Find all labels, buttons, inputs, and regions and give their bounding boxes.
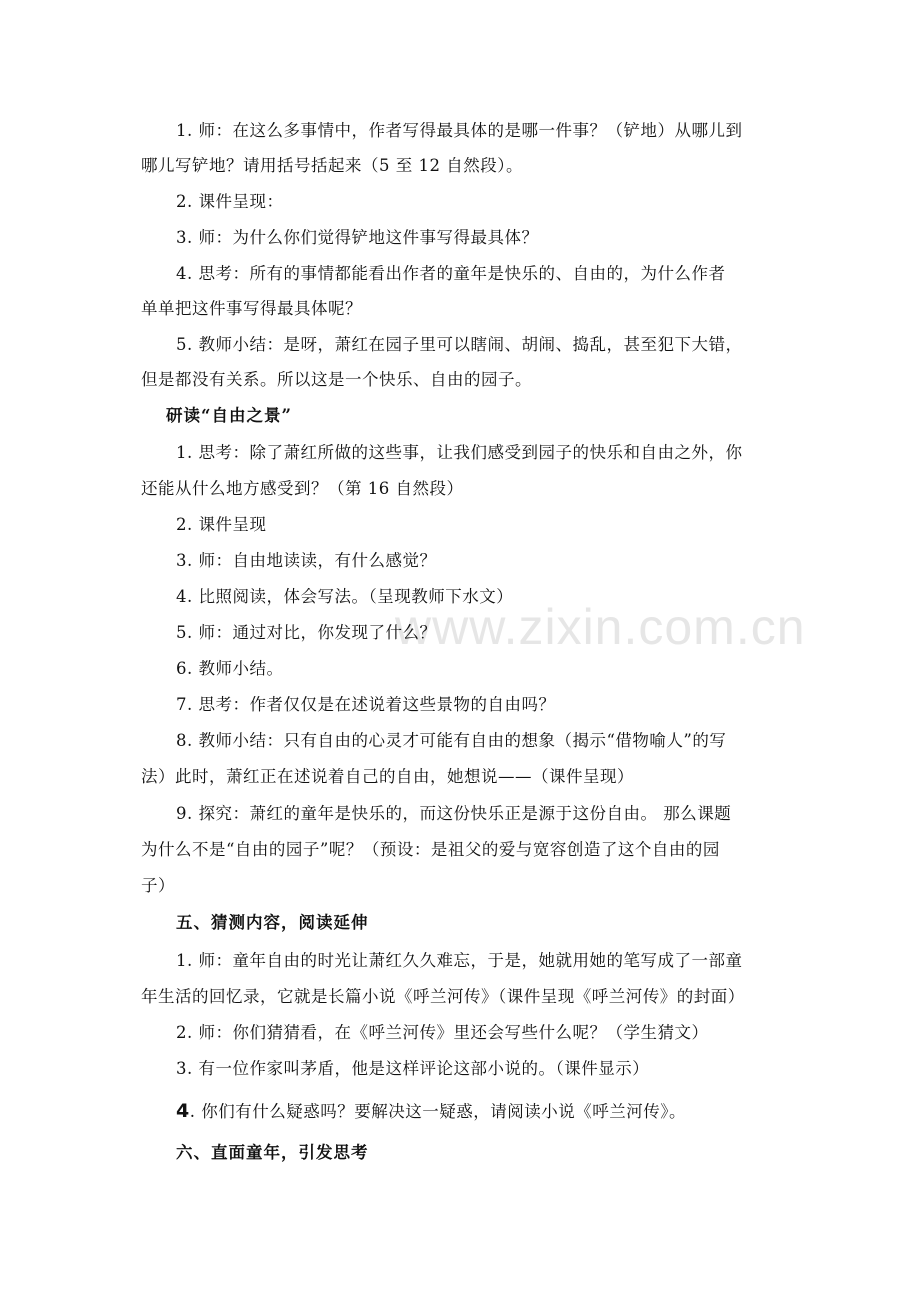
paragraph-line: [176, 1100, 686, 1123]
paragraph-line: 但是都没有关系。所以这是一个快乐、自由的园子。: [141, 370, 532, 389]
watermark: www.zixin.com.cn: [395, 599, 806, 655]
paragraph-line: 3. 师：为什么你们觉得铲地这件事写得最具体？: [176, 228, 539, 247]
section-heading: 五、猜测内容，阅读延伸: [176, 913, 369, 932]
paragraph-line: 3. 有一位作家叫茅盾，他是这样评论这部小说的。（课件显示）: [176, 1059, 650, 1078]
paragraph-line: 5. 师：通过对比，你发现了什么？: [176, 623, 437, 642]
paragraph-line: 9. 探究：萧红的童年是快乐的，而这份快乐正是源于这份自由。 那么课题: [176, 804, 732, 823]
paragraph-line: 1. 师：童年自由的时光让萧红久久难忘，于是，她就用她的笔写成了一部童: [176, 951, 743, 970]
paragraph-line: 7. 思考：作者仅仅是在述说着这些景物的自由吗？: [176, 695, 556, 714]
item-text: . 你们有什么疑惑吗？要解决这一疑惑，请阅读小说《呼兰河传》。: [189, 1102, 686, 1121]
paragraph-line: 单单把这件事写得最具体呢？: [141, 299, 362, 318]
paragraph-line: 5. 教师小结：是呀，萧红在园子里可以瞎闹、胡闹、捣乱，甚至犯下大错，: [176, 335, 743, 354]
paragraph-line: 法）此时，萧红正在述说着自己的自由，她想说——（课件呈现）: [141, 767, 634, 786]
paragraph-line: 4. 比照阅读，体会写法。（呈现教师下水文）: [176, 587, 514, 606]
paragraph-line: 3. 师：自由地读读，有什么感觉？: [176, 551, 437, 570]
paragraph-line: 年生活的回忆录，它就是长篇小说《呼兰河传》（课件呈现《呼兰河传》的封面）: [141, 987, 745, 1006]
paragraph-line: 4. 思考：所有的事情都能看出作者的童年是快乐的、自由的，为什么作者: [176, 264, 726, 283]
paragraph-line: 6. 教师小结。: [176, 659, 284, 678]
paragraph-line: 还能从什么地方感受到？（第 16 自然段）: [141, 479, 464, 498]
section-heading: 六、直面童年，引发思考: [176, 1143, 369, 1162]
paragraph-line: 1. 师：在这么多事情中，作者写得最具体的是哪一件事？（铲地）从哪儿到: [176, 121, 743, 140]
paragraph-line: 2. 课件呈现: [176, 515, 267, 534]
paragraph-line: 哪儿写铲地？请用括号括起来（5 至 12 自然段）。: [141, 156, 523, 175]
paragraph-line: 8. 教师小结：只有自由的心灵才可能有自由的想象（揭示“借物喻人”的写: [176, 731, 727, 750]
paragraph-line: 1. 思考：除了萧红所做的这些事，让我们感受到园子的快乐和自由之外，你: [176, 443, 743, 462]
section-heading: 研读“自由之景”: [166, 406, 292, 425]
paragraph-line: 2. 师：你们猜猜看，在《呼兰河传》里还会写些什么呢？（学生猜文）: [176, 1023, 709, 1042]
paragraph-line: 2. 课件呈现：: [176, 192, 284, 211]
paragraph-line: 为什么不是“自由的园子”呢？（预设：是祖父的爱与宽容创造了这个自由的园: [141, 840, 720, 859]
paragraph-line: 子）: [141, 876, 175, 895]
item-number: 4: [176, 1100, 190, 1122]
